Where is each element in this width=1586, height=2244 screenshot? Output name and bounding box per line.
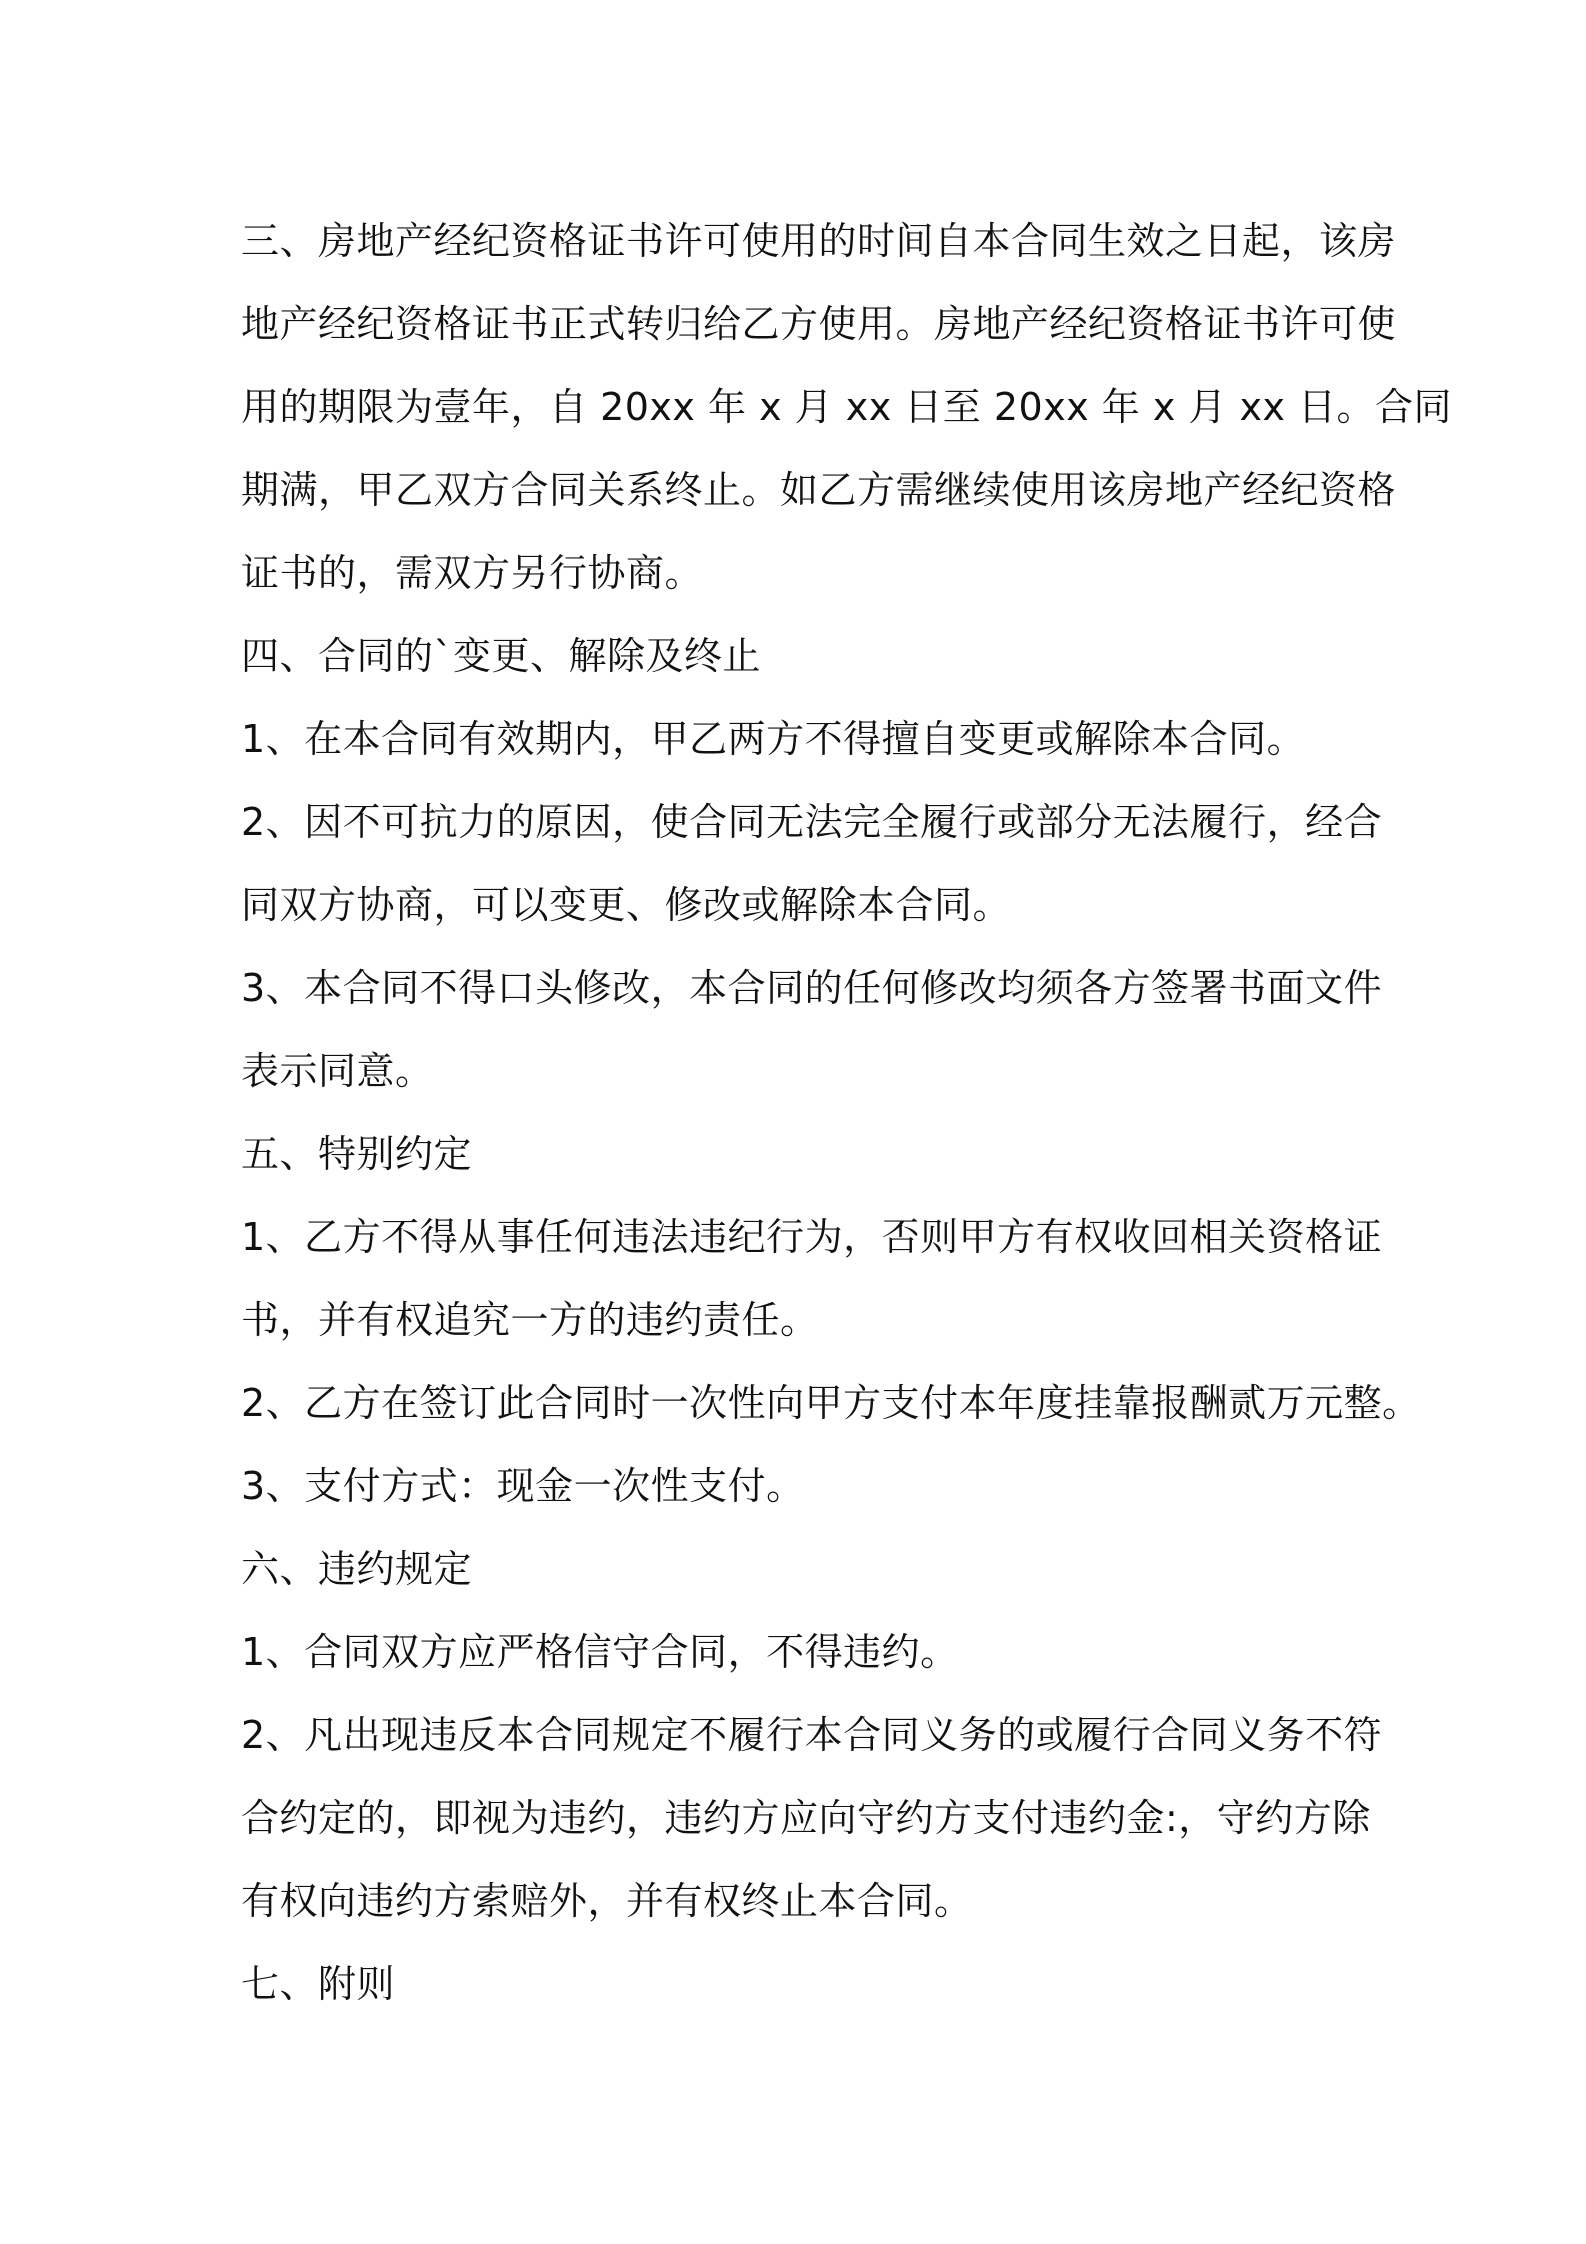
section-6-item-2-line-2: 合约定的，即视为违约，违约方应向守约方支付违约金:，守约方除 <box>241 1796 1371 1840</box>
section-6-item-2-line-1: 2、凡出现违反本合同规定不履行本合同义务的或履行合同义务不符 <box>241 1713 1383 1757</box>
document-body <box>241 200 1453 2026</box>
section-5-item-1-line-2: 书，并有权追究一方的违约责任。 <box>241 1298 819 1342</box>
section-7-heading: 七、附则 <box>241 1962 396 2006</box>
section-4-heading: 四、合同的`变更、解除及终止 <box>241 634 762 678</box>
section-6-item-2-line-3: 有权向违约方索赔外，并有权终止本合同。 <box>241 1879 973 1923</box>
section-6-heading: 六、违约规定 <box>241 1547 473 1591</box>
section-3-line-5: 证书的，需双方另行协商。 <box>241 551 704 595</box>
section-5-item-1-line-1: 1、乙方不得从事任何违法违纪行为，否则甲方有权收回相关资格证 <box>241 1215 1383 1259</box>
section-5-item-2: 2、乙方在签订此合同时一次性向甲方支付本年度挂靠报酬贰万元整。 <box>241 1381 1421 1425</box>
section-3-line-3: 用的期限为壹年，自 20xx 年 x 月 xx 日至 20xx 年 x 月 xx 日。合同 <box>241 385 1453 429</box>
section-4-item-2-line-2: 同双方协商，可以变更、修改或解除本合同。 <box>241 883 1012 927</box>
section-3-line-2: 地产经纪资格证书正式转归给乙方使用。房地产经纪资格证书许可使 <box>241 302 1397 346</box>
section-4-item-2-line-1: 2、因不可抗力的原因，使合同无法完全履行或部分无法履行，经合 <box>241 800 1383 844</box>
section-5-item-3: 3、支付方式：现金一次性支付。 <box>241 1464 805 1508</box>
section-3-line-1: 三、房地产经纪资格证书许可使用的时间自本合同生效之日起，该房 <box>241 219 1397 263</box>
section-4-item-3-line-2: 表示同意。 <box>241 1049 434 1093</box>
section-6-item-1: 1、合同双方应严格信守合同，不得违约。 <box>241 1630 959 1674</box>
section-4-item-1: 1、在本合同有效期内，甲乙两方不得擅自变更或解除本合同。 <box>241 717 1306 761</box>
section-4-item-3-line-1: 3、本合同不得口头修改，本合同的任何修改均须各方签署书面文件 <box>241 966 1383 1010</box>
section-3-line-4: 期满，甲乙双方合同关系终止。如乙方需继续使用该房地产经纪资格 <box>241 468 1397 512</box>
section-5-heading: 五、特别约定 <box>241 1132 473 1176</box>
